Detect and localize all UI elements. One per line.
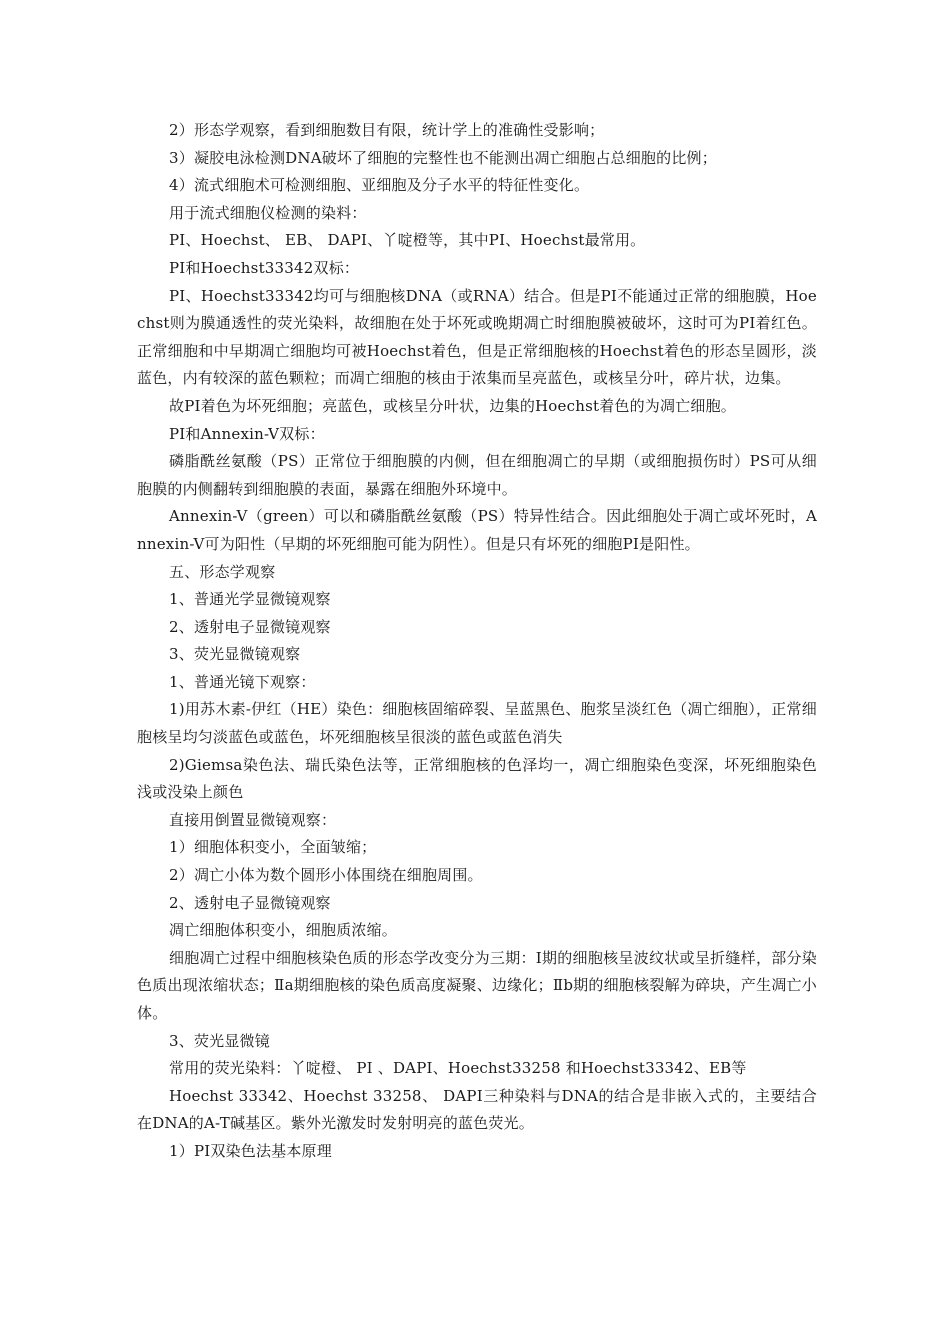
list-item: 1）PI双染色法基本原理: [169, 1141, 332, 1160]
document-body: [137, 117, 817, 1166]
paragraph: PI、Hoechst、 EB、 DAPI、丫啶橙等，其中PI、Hoechst最常用。: [169, 231, 646, 250]
section-heading: 3、荧光显微镜: [169, 1031, 270, 1050]
section-heading: 五、形态学观察: [169, 562, 276, 581]
list-item: 3、荧光显微镜观察: [169, 645, 301, 664]
paragraph: Hoechst 33342、Hoechst 33258、 DAPI三种染料与DNA的结合是非嵌入式的，主要结合在DNA的A-T碱基区。紫外光激发时发射明亮的蓝色荧光。: [137, 1086, 817, 1133]
section-heading: PI和Annexin-V双标：: [169, 424, 325, 443]
paragraph: 细胞凋亡过程中细胞核染色质的形态学改变分为三期：Ⅰ期的细胞核呈波纹状或呈折缝样，部分染色质出现浓缩状态；Ⅱa期细胞核的染色质高度凝聚、边缘化；Ⅱb期的细胞核裂解为碎块，产生凋亡小体。: [137, 948, 817, 1022]
paragraph: 2）形态学观察，看到细胞数目有限，统计学上的准确性受影响；: [169, 121, 605, 139]
list-item: 2）凋亡小体为数个圆形小体围绕在细胞周围。: [169, 866, 483, 885]
paragraph: Annexin-V（green）可以和磷脂酰丝氨酸（PS）特异性结合。因此细胞处于凋亡或坏死时，Annexin-V可为阳性（早期的坏死细胞可能为阴性）。但是只有坏死的细胞PI是阳性。: [137, 507, 817, 553]
paragraph: 常用的荧光染料：丫啶橙、 PI 、DAPI、Hoechst33258 和Hoechst33342、EB等: [169, 1059, 747, 1078]
paragraph: 凋亡细胞体积变小，细胞质浓缩。: [169, 921, 398, 940]
section-heading: 2、透射电子显微镜观察: [169, 893, 331, 912]
list-item: 2、透射电子显微镜观察: [169, 617, 331, 636]
list-item: 1、普通光学显微镜观察: [169, 590, 331, 609]
paragraph: 用于流式细胞仪检测的染料：: [169, 203, 367, 222]
paragraph: 直接用倒置显微镜观察：: [169, 810, 337, 829]
paragraph: 2)Giemsa染色法、瑞氏染色法等，正常细胞核的色泽均一，凋亡细胞染色变深，坏死细胞染色浅或没染上颜色: [137, 755, 817, 802]
section-heading: 1、普通光镜下观察：: [169, 672, 316, 691]
list-item: 1）细胞体积变小，全面皱缩；: [169, 838, 377, 857]
section-heading: PI和Hoechst33342双标：: [169, 258, 360, 277]
paragraph: 3）凝胶电泳检测DNA破坏了细胞的完整性也不能测出凋亡细胞占总细胞的比例；: [169, 148, 717, 167]
paragraph: 4）流式细胞术可检测细胞、亚细胞及分子水平的特征性变化。: [169, 176, 590, 195]
paragraph: 1)用苏木素-伊红（HE）染色：细胞核固缩碎裂、呈蓝黑色、胞浆呈淡红色（凋亡细胞），正常细胞核呈均匀淡蓝色或蓝色，坏死细胞核呈很淡的蓝色或蓝色消失: [137, 700, 817, 747]
paragraph: 磷脂酰丝氨酸（PS）正常位于细胞膜的内侧，但在细胞凋亡的早期（或细胞损伤时）PS可从细胞膜的内侧翻转到细胞膜的表面，暴露在细胞外环境中。: [137, 452, 817, 498]
paragraph: PI、Hoechst33342均可与细胞核DNA（或RNA）结合。但是PI不能通过正常的细胞膜，Hoechst则为膜通透性的荧光染料，故细胞在处于坏死或晚期凋亡时细胞膜被破坏，这时可为PI着红色。正常细胞和中早期凋亡细胞均可被Hoechst着色，但是正常细胞核的Hoechst着色的形态呈圆形，淡蓝色，内有较深的蓝色颗粒；而凋亡细胞的核由于浓集而呈亮蓝色，或核呈分叶，碎片状，边集。: [137, 286, 817, 388]
paragraph: 故PI着色为坏死细胞；亮蓝色，或核呈分叶状，边集的Hoechst着色的为凋亡细胞。: [169, 396, 736, 415]
